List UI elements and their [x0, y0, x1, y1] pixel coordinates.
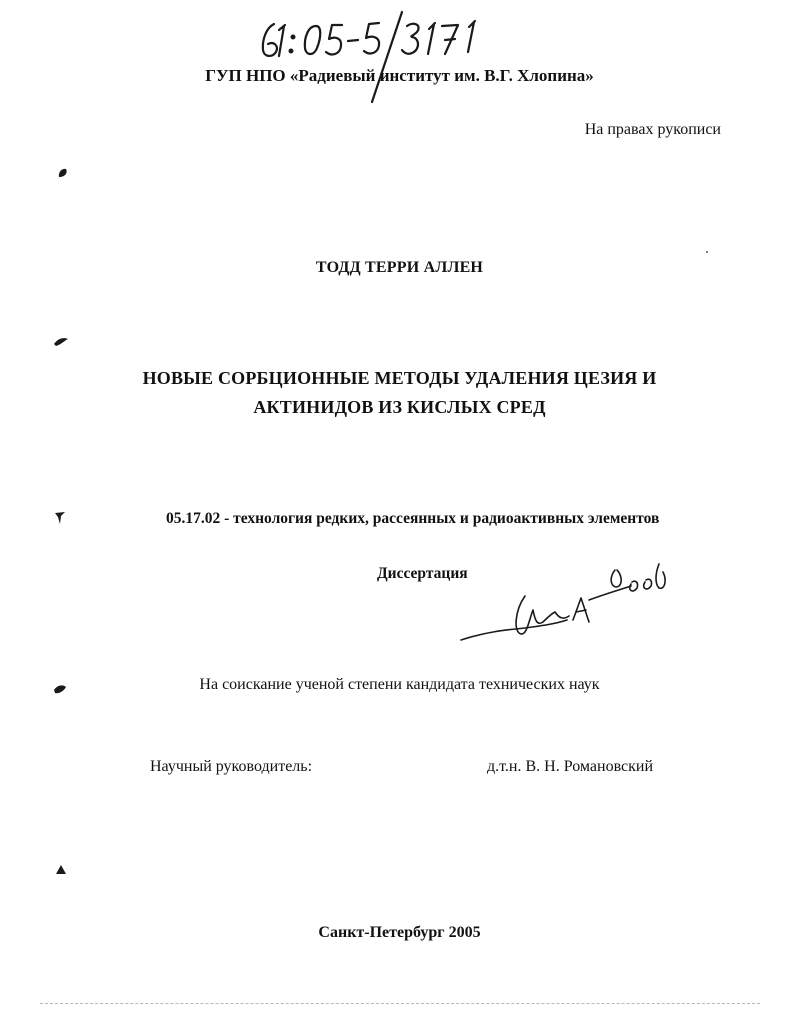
- document-type: Диссертация: [377, 565, 468, 582]
- dissertation-title-line-2: АКТИНИДОВ ИЗ КИСЛЫХ СРЕД: [253, 397, 546, 417]
- scan-mark: [52, 682, 68, 696]
- scan-edge-line: [40, 1003, 760, 1004]
- scan-mark: [54, 862, 68, 878]
- scan-mark: [705, 250, 709, 254]
- handwritten-archive-number: [252, 10, 492, 105]
- rights-notice: На правах рукописи: [584, 121, 721, 138]
- institution-name: ГУП НПО «Радиевый институт им. В.Г. Хлопина»: [205, 66, 594, 85]
- advisor-label: Научный руководитель:: [150, 758, 313, 775]
- handwritten-signature: [455, 560, 675, 650]
- dissertation-title-line-1: НОВЫЕ СОРБЦИОННЫЕ МЕТОДЫ УДАЛЕНИЯ ЦЕЗИЯ И: [142, 368, 657, 388]
- degree-statement: На соискание ученой степени кандидата технических наук: [199, 676, 600, 693]
- scan-mark: [52, 334, 70, 348]
- author-name: ТОДД ТЕРРИ АЛЛЕН: [315, 259, 484, 276]
- specialty-code: 05.17.02 - технология редких, рассеянных и радиоактивных элементов: [166, 510, 660, 527]
- scan-mark: [56, 166, 70, 180]
- scan-mark: [52, 508, 68, 526]
- advisor-name: д.т.н. В. Н. Романовский: [487, 758, 654, 775]
- city-year: Санкт-Петербург 2005: [318, 924, 481, 941]
